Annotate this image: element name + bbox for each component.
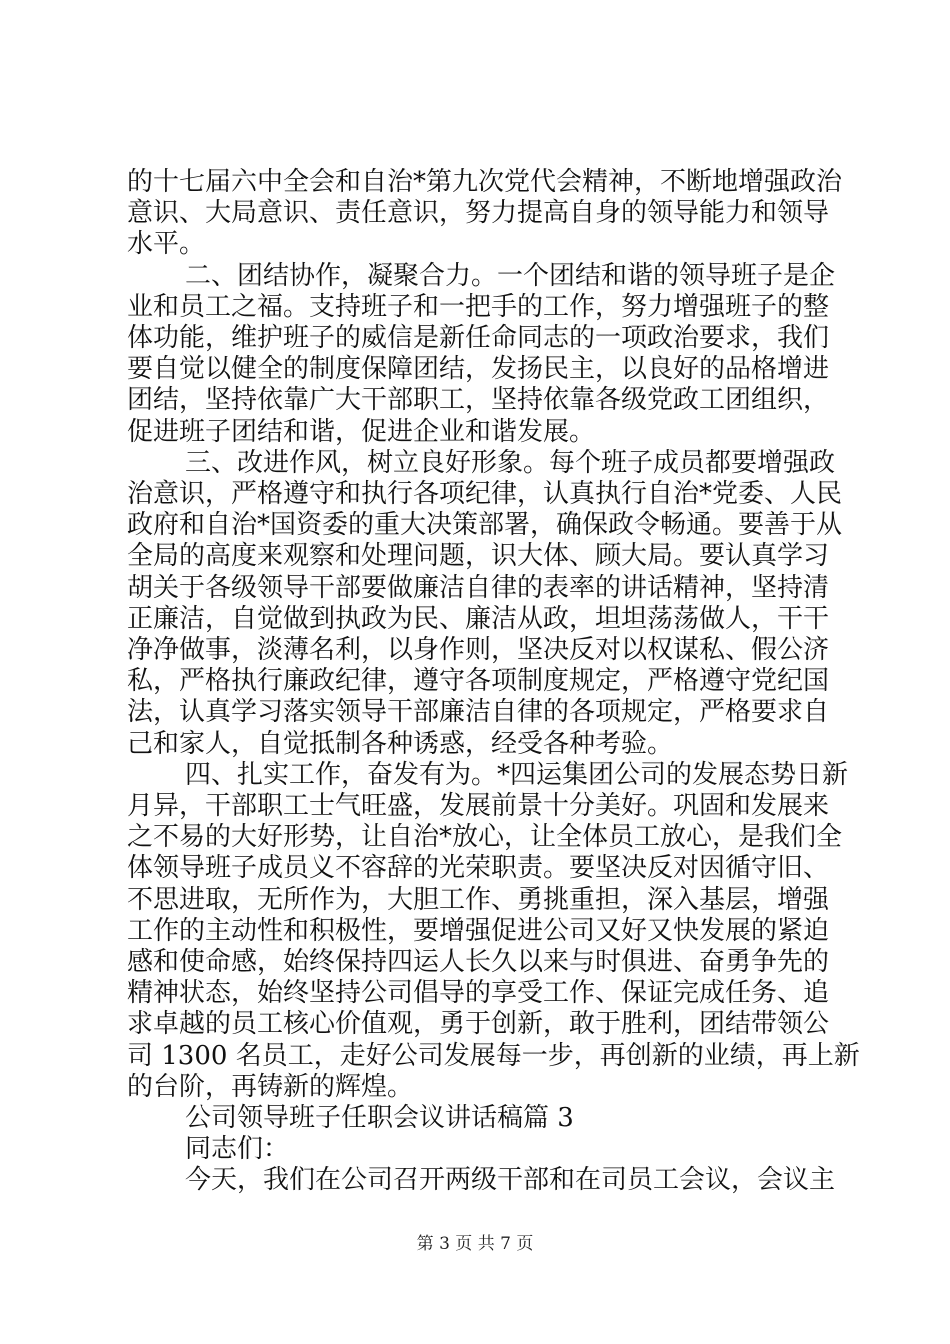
text-line: 治意识，严格遵守和执行各项纪律，认真执行自治*党委、人民 <box>127 479 843 509</box>
text-line: 的十七届六中全会和自治*第九次党代会精神，不断地增强政治 <box>127 167 843 197</box>
text-line: 团结，坚持依靠广大干部职工，坚持依靠各级党政工团组织， <box>127 385 830 416</box>
text-line: 求卓越的员工核心价值观，勇于创新，敢于胜利，团结带领公 <box>127 1009 830 1040</box>
text-line: 感和使命感，始终保持四运人长久以来与时俱进、奋勇争先的 <box>127 947 830 977</box>
text-line: 三、改进作风，树立良好形象。每个班子成员都要增强政 <box>185 447 836 478</box>
text-line: 法，认真学习落实领导干部廉洁自律的各项规定，严格要求自 <box>127 697 830 728</box>
text-line: 二、团结协作，凝聚合力。一个团结和谐的领导班子是企 <box>185 260 836 291</box>
text-line: 不思进取，无所作为，大胆工作、勇挑重担，深入基层，增强 <box>127 884 830 915</box>
text-line: 净净做事，淡薄名利，以身作则，坚决反对以权谋私、假公济 <box>127 635 830 665</box>
text-line: 业和员工之福。支持班子和一把手的工作，努力增强班子的整 <box>127 291 830 322</box>
text-line: 之不易的大好形势，让自治*放心，让全体员工放心，是我们全 <box>127 822 843 853</box>
text-line: 的台阶，再铸新的辉煌。 <box>127 1071 414 1102</box>
text-line: 己和家人，自觉抵制各种诱惑，经受各种考验。 <box>127 728 674 759</box>
text-line: 私，严格执行廉政纪律，遵守各项制度规定，严格遵守党纪国 <box>127 666 830 697</box>
text-line: 全局的高度来观察和处理问题，识大体、顾大局。要认真学习 <box>127 541 830 572</box>
text-line: 司 1300 名员工，走好公司发展每一步，再创新的业绩，再上新 <box>127 1040 860 1071</box>
text-line: 正廉洁，自觉做到执政为民、廉洁从政，坦坦荡荡做人，干干 <box>127 603 830 634</box>
text-line: 政府和自治*国资委的重大决策部署，确保政令畅通。要善于从 <box>127 510 843 541</box>
text-line: 意识、大局意识、责任意识，努力提高自身的领导能力和领导 <box>127 198 830 229</box>
text-line: 水平。 <box>127 229 206 260</box>
text-line: 精神状态，始终坚持公司倡导的享受工作、保证完成任务、追 <box>127 978 830 1009</box>
text-line: 工作的主动性和积极性，要增强促进公司又好又快发展的紧迫 <box>127 915 830 946</box>
page-footer: 第 3 页 共 7 页 <box>416 1234 534 1254</box>
text-line: 同志们： <box>185 1134 290 1165</box>
text-line: 体功能，维护班子的威信是新任命同志的一项政治要求，我们 <box>127 323 830 353</box>
text-line: 公司领导班子任职会议讲话稿篇 3 <box>185 1103 574 1133</box>
text-line: 体领导班子成员义不容辞的光荣职责。要坚决反对因循守旧、 <box>127 853 830 884</box>
text-line: 四、扎实工作，奋发有为。*四运集团公司的发展态势日新 <box>185 759 849 790</box>
text-line: 要自觉以健全的制度保障团结，发扬民主，以良好的品格增进 <box>127 354 830 385</box>
text-line: 促进班子团结和谐，促进企业和谐发展。 <box>127 416 596 447</box>
text-line: 月异，干部职工士气旺盛，发展前景十分美好。巩固和发展来 <box>127 791 830 821</box>
text-line: 胡关于各级领导干部要做廉洁自律的表率的讲话精神，坚持清 <box>127 572 830 603</box>
text-line: 今天，我们在公司召开两级干部和在司员工会议，会议主 <box>185 1165 836 1196</box>
